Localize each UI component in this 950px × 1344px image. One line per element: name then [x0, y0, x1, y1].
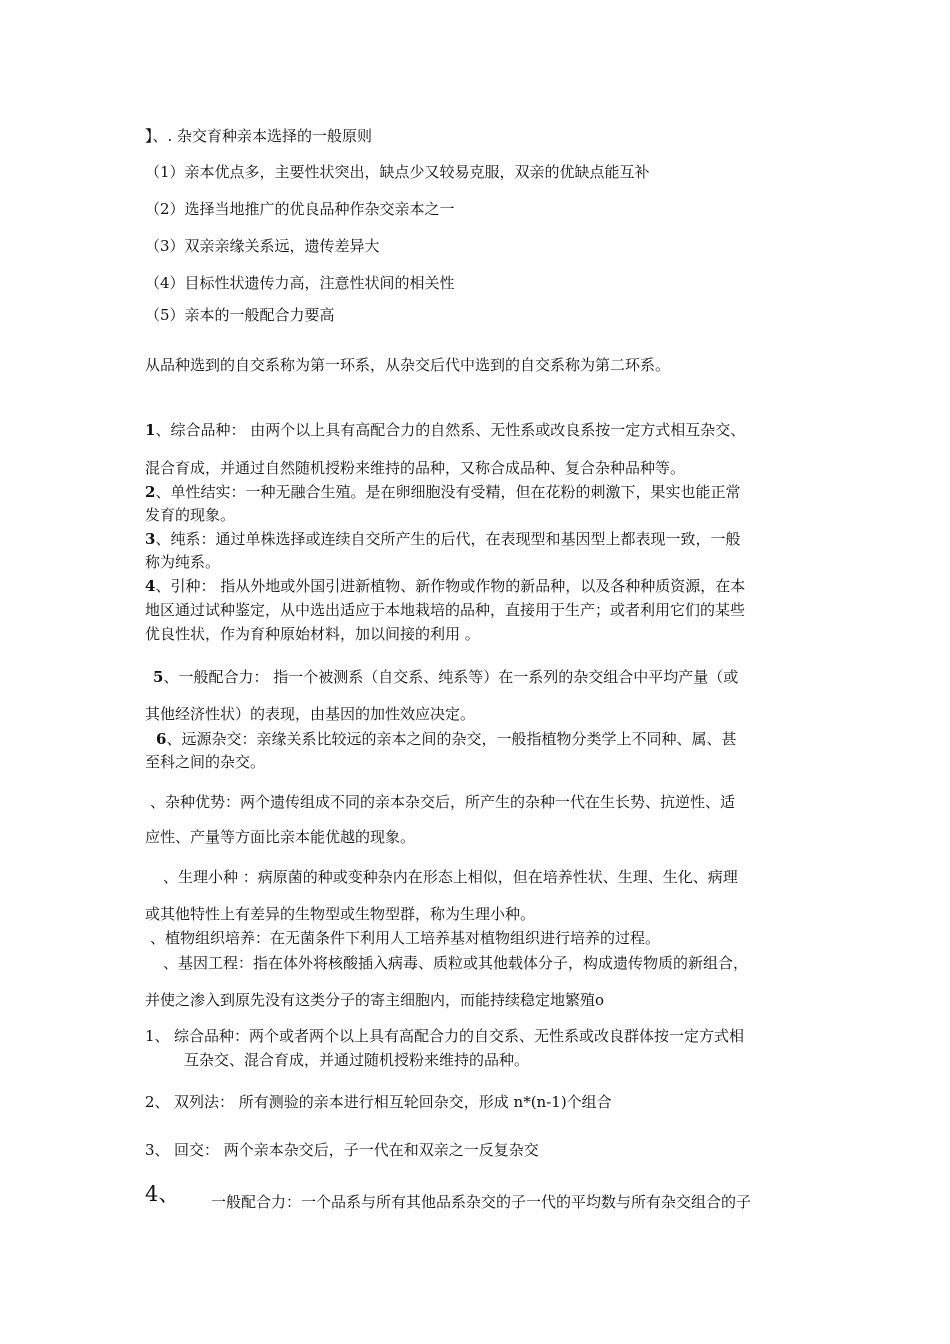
- principle-item-4: （4）目标性状遗传力高，注意性状间的相关性: [145, 274, 455, 292]
- definition-5-line-1: 5、一般配合力： 指一个被测系（自交系、纯系等）在一系列的杂交组合中平均产量（或: [153, 668, 739, 686]
- list-item-4-number: 4、: [145, 1182, 180, 1206]
- list-item-2-number: 2、: [145, 1093, 170, 1111]
- definition-number: 4: [145, 577, 156, 595]
- principle-item-5: （5）亲本的一般配合力要高: [145, 306, 335, 324]
- list-item-1-line-1: 综合品种：两个或者两个以上具有高配合力的自交系、无性系或改良群体按一定方式相: [174, 1027, 745, 1045]
- definition-6-line-2: 至科之间的杂交。: [145, 753, 266, 771]
- definition-number: 2: [145, 483, 156, 501]
- definition-2-line-1: 2、单性结实：一种无融合生殖。是在卵细胞没有受精，但在花粉的刺激下，果实也能正常: [145, 483, 741, 501]
- definition-3-line-1: 3、纯系：通过单株选择或连续自交所产生的后代，在表现型和基因型上都表现一致，一般: [145, 530, 741, 548]
- definition-number: 1: [145, 421, 156, 439]
- list-item-4-line-1: 一般配合力：一个品系与所有其他品系杂交的子一代的平均数与所有杂交组合的子: [211, 1193, 752, 1211]
- definition-10-line-1: 、基因工程：指在体外将核酸插入病毒、质粒或其他载体分子，构成遗传物质的新组合，: [163, 954, 749, 972]
- definition-4-line-1: 4、引种： 指从外地或外国引进新植物、新作物或作物的新品种，以及各种种质资源，在本: [145, 577, 746, 595]
- definition-9-line-1: 、植物组织培养：在无菌条件下利用人工培养基对植物组织进行培养的过程。: [150, 929, 661, 947]
- definition-5-line-2: 其他经济性状）的表现，由基因的加性效应决定。: [145, 705, 476, 723]
- principle-item-2: （2）选择当地推广的优良品种作杂交亲本之一: [145, 200, 455, 218]
- list-item-3-number: 3、: [145, 1141, 170, 1159]
- list-item-1-line-2: 互杂交、混合育成，并通过随机授粉来维持的品种。: [184, 1051, 530, 1069]
- definition-2-line-2: 发育的现象。: [145, 506, 236, 524]
- definition-8-line-2: 或其他特性上有差异的生物型或生物型群，称为生理小种。: [145, 905, 536, 923]
- principle-item-1: （1）亲本优点多，主要性状突出，缺点少又较易克服，双亲的优缺点能互补: [145, 163, 650, 181]
- definition-6-line-1: 6、远源杂交：亲缘关系比较远的亲本之间的杂交，一般指植物分类学上不同种、属、甚: [156, 730, 737, 748]
- definition-number: 3: [145, 530, 156, 548]
- list-item-1-number: 1、: [145, 1027, 170, 1045]
- list-item-3-line-1: 回交： 两个亲本杂交后，子一代在和双亲之一反复杂交: [174, 1141, 539, 1159]
- definition-4-line-2: 地区通过试种鉴定，从中选出适应于本地栽培的品种，直接用于生产；或者利用它们的某些: [145, 601, 746, 619]
- definition-number: 5: [153, 668, 164, 686]
- definition-4-line-3: 优良性状，作为育种原始材料，加以间接的利用 。: [145, 625, 480, 643]
- definition-7-line-1: 、杂种优势：两个遗传组成不同的亲本杂交后，所产生的杂种一代在生长势、抗逆性、适: [150, 793, 736, 811]
- section-heading: 】、. 杂交育种亲本选择的一般原则: [145, 127, 373, 145]
- inbred-line-note: 从品种选到的自交系称为第一环系，从杂交后代中选到的自交系称为第二环系。: [145, 356, 671, 374]
- definition-10-line-2: 并使之渗入到原先没有这类分子的寄主细胞内，而能持续稳定地繁殖o: [145, 991, 605, 1009]
- definition-1-line-2: 混合育成，并通过自然随机授粉来维持的品种，又称合成品种、复合杂种品种等。: [145, 459, 686, 477]
- definition-7-line-2: 应性、产量等方面比亲本能优越的现象。: [145, 828, 416, 846]
- list-item-2-line-1: 双列法： 所有测验的亲本进行相互轮回杂交，形成 n*(n-1)个组合: [174, 1093, 612, 1111]
- definition-3-line-2: 称为纯系。: [145, 553, 221, 571]
- definition-number: 6: [156, 730, 167, 748]
- definition-8-line-1: 、生理小种 ：病原菌的种或变种杂内在形态上相似，但在培养性状、生理、生化、病理: [163, 868, 738, 886]
- definition-1-line-1: 1、综合品种： 由两个以上具有高配合力的自然系、无性系或改良系按一定方式相互杂交、: [145, 421, 746, 439]
- principle-item-3: （3）双亲亲缘关系远，遗传差异大: [145, 237, 380, 255]
